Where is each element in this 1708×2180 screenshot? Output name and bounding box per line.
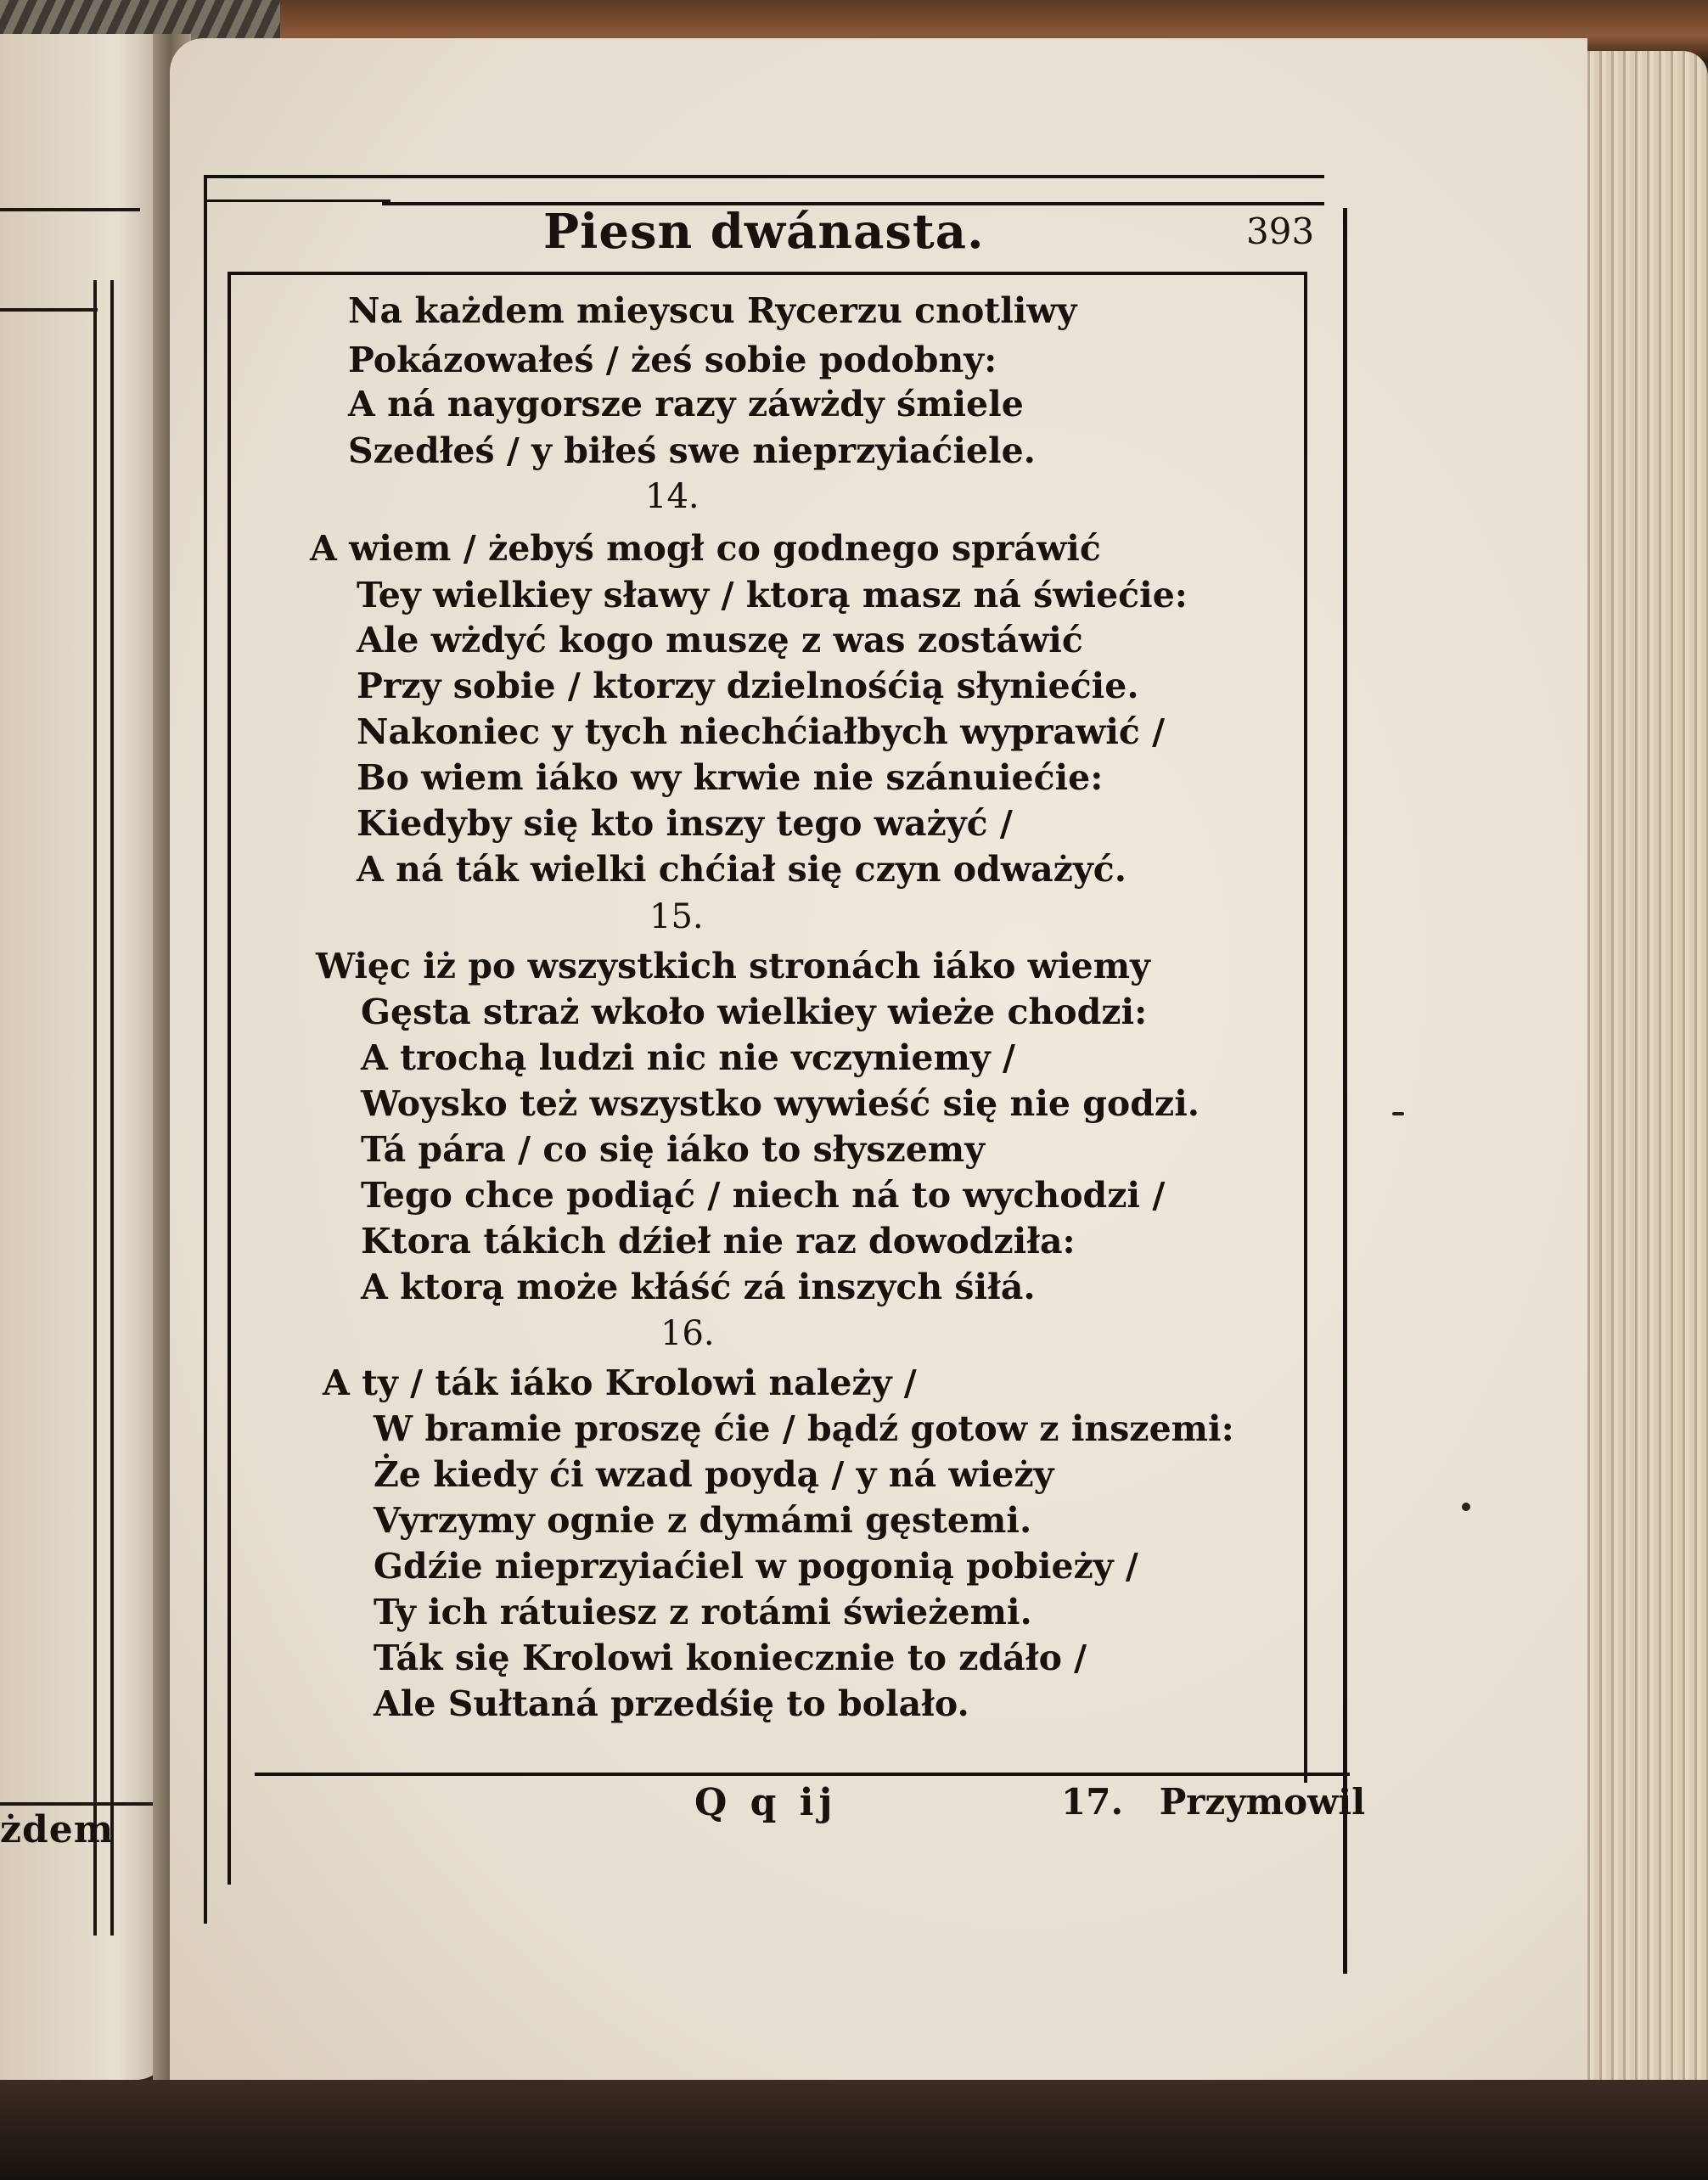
frame-rule-top: [204, 175, 1324, 178]
signature-mark: Q q ij: [694, 1781, 838, 1824]
left-page-catchword: żdem: [0, 1808, 115, 1851]
verse-line: Kiedyby się kto inszy tego ważyć /: [357, 803, 1013, 844]
frame-rule-bottom: [255, 1773, 1350, 1776]
verse-line: Tey wielkiey sławy / ktorą masz ná świećie:: [357, 575, 1188, 615]
stanza-number: 15.: [649, 897, 704, 936]
verse-line: A trochą ludzi nic nie vczyniemy /: [361, 1037, 1015, 1078]
verse-line: Gdźie nieprzyiaćiel w pogonią pobieży /: [374, 1546, 1138, 1587]
frame-rule-right-inner: [1304, 272, 1307, 1783]
verse-line: A wiem / żebyś mogł co godnego spráwić: [310, 528, 1101, 569]
left-page-frame-line: [93, 280, 97, 1936]
ink-speck: [1392, 1112, 1404, 1115]
frame-rule-header-bottom: [229, 272, 1307, 275]
verse-line: Ty ich rátuiesz z rotámi świeżemi.: [374, 1592, 1032, 1632]
frame-rule-right-outer: [1343, 208, 1347, 1974]
verse-line: Więc iż po wszystkich stronách iáko wiemy: [316, 946, 1150, 986]
verse-line: Że kiedy ći wzad poydą / y ná wieży: [374, 1454, 1054, 1495]
verse-line: Tego chce podiąć / niech ná to wychodzi /: [361, 1175, 1166, 1216]
catchword: [1061, 1781, 1365, 1823]
frame-rule-left-outer: [204, 175, 207, 1924]
verse-line: A ná ták wielki chćiał się czyn odważyć.: [357, 849, 1127, 890]
frame-rule-top-short: [204, 199, 390, 202]
verse-line: Nakoniec y tych niechćiałbych wyprawić /: [357, 711, 1166, 752]
verse-line: Vyrzymy ognie z dymámi gęstemi.: [374, 1500, 1032, 1541]
verse-line: Tá pára / co się iáko to słyszemy: [361, 1129, 986, 1170]
verse-line: W bramie proszę ćie / bądź gotow z inszemi:: [374, 1408, 1234, 1449]
verse-line: A ktorą może kłáść zá inszych śiłá.: [361, 1267, 1036, 1307]
page-edges: [1570, 51, 1708, 2122]
frame-rule-left-inner: [228, 272, 231, 1885]
stanza-number: 14.: [645, 477, 699, 516]
verse-line: Woysko też wszystko wywieść się nie godzi.: [361, 1083, 1200, 1124]
left-page: [0, 34, 170, 2080]
stanza-number: 16.: [660, 1314, 715, 1353]
verse-line: Ták się Krolowi koniecznie to zdáło /: [374, 1638, 1087, 1678]
left-page-rule: [0, 1802, 153, 1806]
left-page-rule: [0, 208, 140, 211]
verse-line: A ná naygorsze razy záwżdy śmiele: [348, 384, 1024, 424]
page-number: 393: [1246, 211, 1315, 252]
running-title: Piesn dwánasta.: [543, 204, 985, 260]
verse-line: Przy sobie / ktorzy dzielnośćią słyniećie.: [357, 666, 1139, 706]
verse-line: Gęsta straż wkoło wielkiey wieże chodzi:: [361, 992, 1148, 1032]
left-page-frame-line: [110, 280, 114, 1936]
verse-line: Szedłeś / y biłeś swe nieprzyiaćiele.: [348, 430, 1036, 471]
ink-speck: [1462, 1503, 1470, 1511]
catchword-word: Przymowil: [1159, 1781, 1366, 1823]
verse-line: Na każdem mieyscu Rycerzu cnotliwy: [348, 290, 1077, 331]
verse-line: Pokázowałeś / żeś sobie podobny:: [348, 340, 997, 380]
background-shadow: [0, 2080, 1708, 2180]
verse-line: Ale Sułtaná przedśię to bolało.: [374, 1683, 969, 1724]
verse-line: Ktora tákich dźieł nie raz dowodziła:: [361, 1221, 1076, 1261]
left-page-rule: [0, 308, 98, 312]
verse-line: Ale wżdyć kogo muszę z was zostáwić: [357, 620, 1083, 660]
verse-line: Bo wiem iáko wy krwie nie szánuiećie:: [357, 757, 1104, 798]
verse-line: A ty / ták iáko Krolowi należy /: [323, 1362, 917, 1403]
catchword-number: 17.: [1061, 1781, 1124, 1823]
